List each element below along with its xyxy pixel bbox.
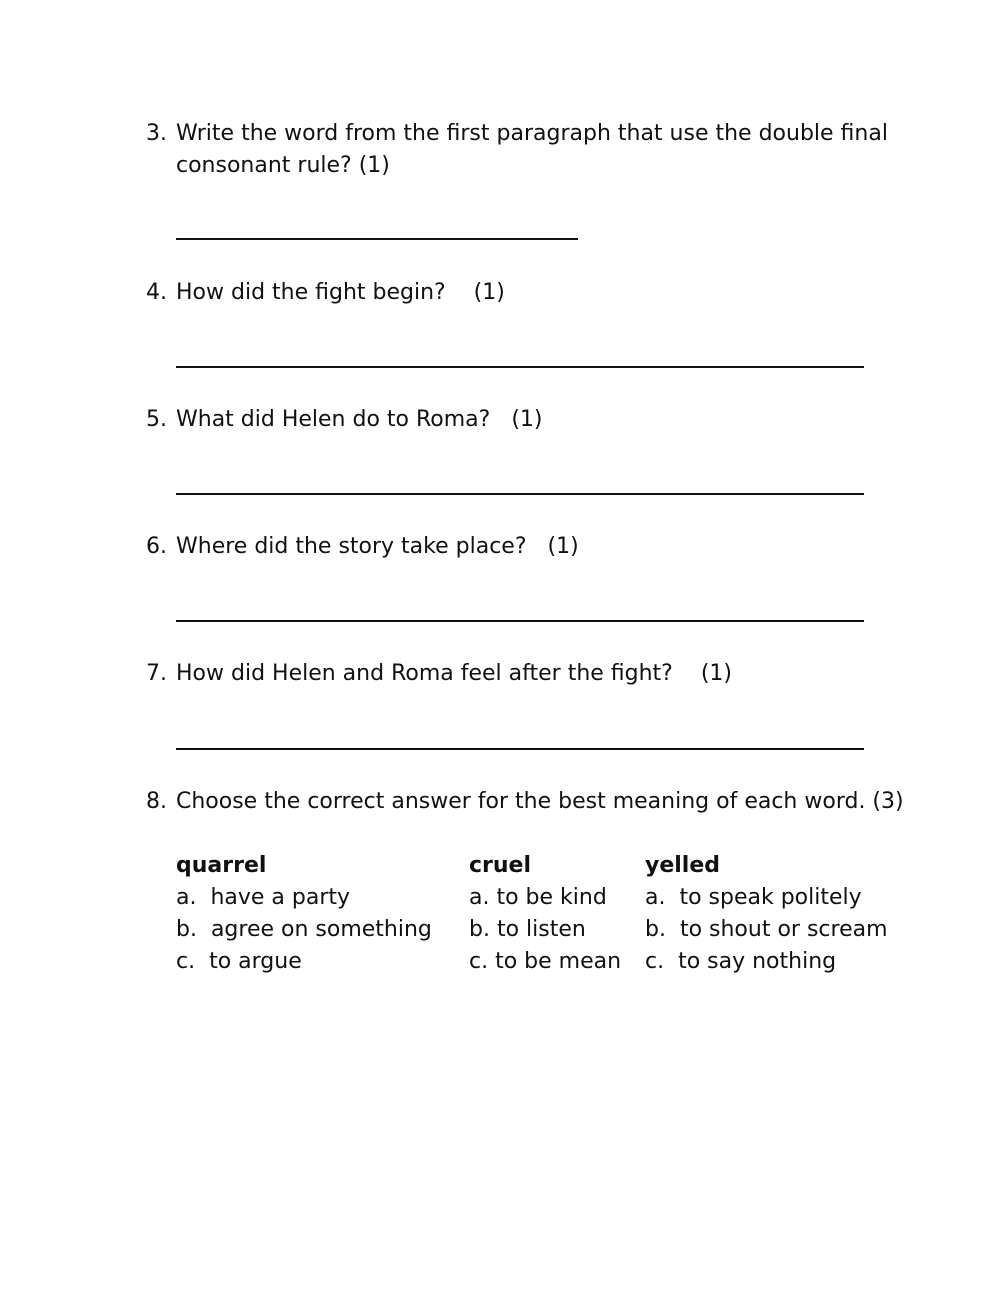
vocab-option[interactable]: a. to speak politely bbox=[645, 885, 862, 910]
vocab-option[interactable]: b. to shout or scream bbox=[645, 917, 888, 942]
vocab-option[interactable]: c. to argue bbox=[176, 949, 302, 974]
vocab-option[interactable]: b. agree on something bbox=[176, 917, 432, 942]
answer-line-7[interactable] bbox=[176, 748, 864, 750]
vocab-word: yelled bbox=[645, 853, 721, 878]
vocab-column-yelled bbox=[645, 850, 888, 978]
answer-line-6[interactable] bbox=[176, 620, 864, 622]
vocab-column-cruel bbox=[469, 850, 621, 978]
vocab-option[interactable]: a. have a party bbox=[176, 885, 351, 910]
question-text: How did Helen and Roma feel after the fight? (1) bbox=[176, 661, 732, 686]
question-number: 8. bbox=[146, 789, 167, 814]
question-text: Write the word from the first paragraph that use the double final consonant rule? (1) bbox=[176, 121, 888, 178]
answer-line-3[interactable] bbox=[176, 238, 578, 240]
vocab-option[interactable]: c. to be mean bbox=[469, 949, 622, 974]
question-number: 4. bbox=[146, 280, 167, 305]
answer-line-4[interactable] bbox=[176, 366, 864, 368]
vocab-word: cruel bbox=[469, 853, 532, 878]
vocab-option[interactable]: b. to listen bbox=[469, 917, 586, 942]
answer-line-5[interactable] bbox=[176, 493, 864, 495]
vocab-word: quarrel bbox=[176, 853, 267, 878]
question-number: 6. bbox=[146, 534, 167, 559]
vocab-option[interactable]: a. to be kind bbox=[469, 885, 607, 910]
question-number: 5. bbox=[146, 407, 167, 432]
question-text: What did Helen do to Roma? (1) bbox=[176, 407, 543, 432]
question-number: 3. bbox=[146, 121, 167, 146]
vocab-column-quarrel bbox=[176, 850, 432, 978]
question-number: 7. bbox=[146, 661, 167, 686]
question-text: Choose the correct answer for the best meaning of each word. (3) bbox=[176, 789, 904, 814]
question-text: Where did the story take place? (1) bbox=[176, 534, 579, 559]
vocab-option[interactable]: c. to say nothing bbox=[645, 949, 837, 974]
question-text: How did the fight begin? (1) bbox=[176, 280, 505, 305]
